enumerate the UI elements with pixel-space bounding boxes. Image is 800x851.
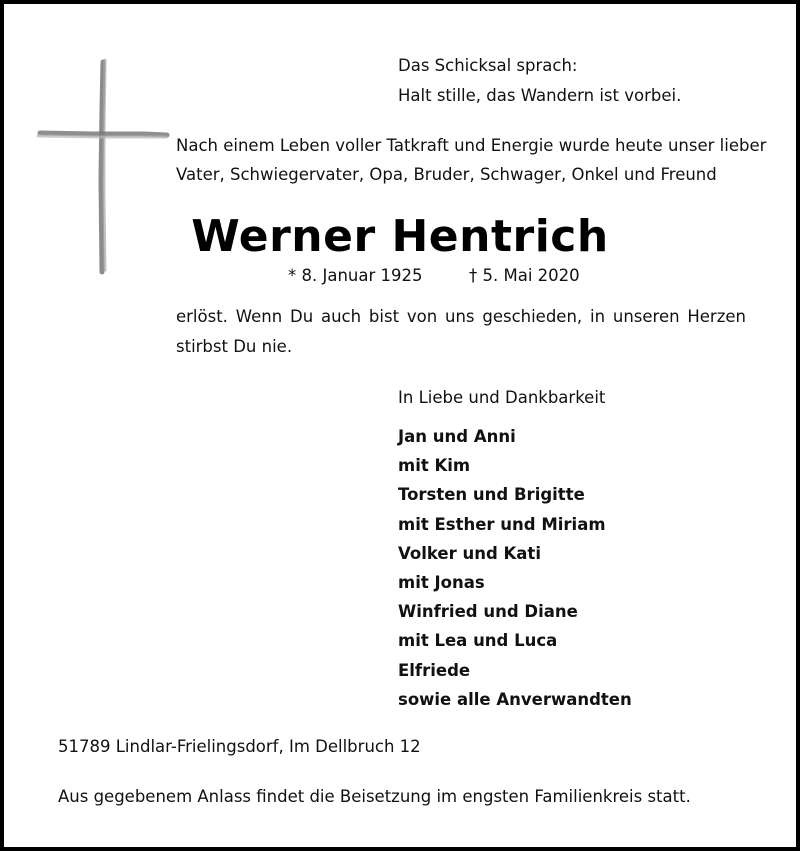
motto-line-1: Das Schicksal sprach: xyxy=(398,56,578,75)
signer: mit Lea und Luca xyxy=(398,631,558,651)
funeral-notice: Aus gegebenem Anlass findet die Beisetzung im engsten Familienkreis statt. xyxy=(58,787,691,806)
signer: mit Esther und Miriam xyxy=(398,514,606,534)
signer: mit Kim xyxy=(398,456,471,476)
intro-line-1: Nach einem Leben voller Tatkraft und Energie wurde heute unser lieber xyxy=(176,136,767,155)
motto-line-2: Halt stille, das Wandern ist vorbei. xyxy=(398,86,682,105)
signoff: In Liebe und Dankbarkeit xyxy=(398,388,606,407)
signer: Jan und Anni xyxy=(398,427,516,446)
signer: Volker und Kati xyxy=(398,543,541,563)
signer: Torsten und Brigitte xyxy=(398,485,585,505)
birth-date: * 8. Januar 1925 xyxy=(288,266,423,285)
closing-text: erlöst. Wenn Du auch bist von uns geschieden, in unseren Herzen stirbst Du nie. xyxy=(176,307,746,356)
signer: Elfriede xyxy=(398,660,471,680)
deceased-name: Werner Hentrich xyxy=(191,211,609,262)
signer: Winfried und Diane xyxy=(398,602,578,622)
signer: mit Jonas xyxy=(398,573,485,593)
address: 51789 Lindlar-Frielingsdorf, Im Dellbruch 12 xyxy=(58,737,421,756)
death-date: † 5. Mai 2020 xyxy=(469,266,580,285)
signers-list xyxy=(398,422,632,714)
signer: sowie alle Anverwandten xyxy=(398,689,632,709)
intro-line-2: Vater, Schwiegervater, Opa, Bruder, Schwager, Onkel und Freund xyxy=(176,165,717,184)
